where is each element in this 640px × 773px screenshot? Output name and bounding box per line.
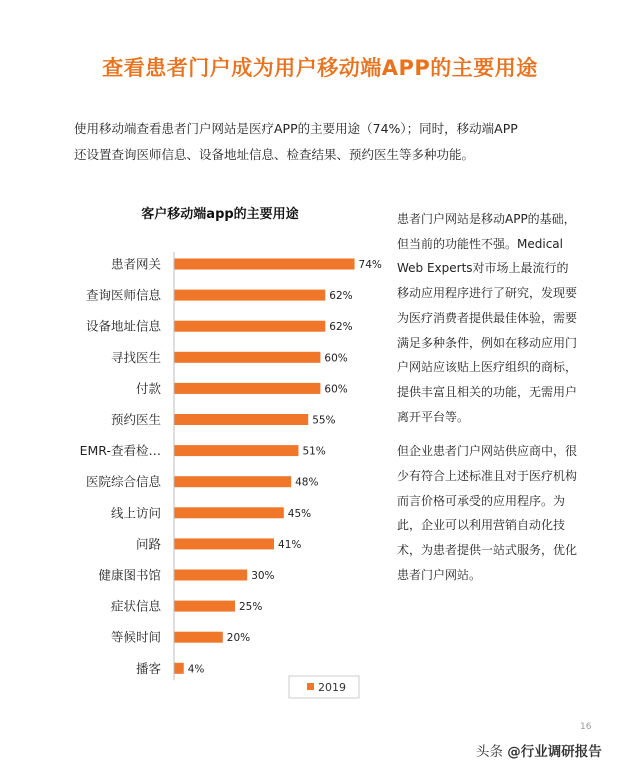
value-label: 48% xyxy=(295,476,319,489)
category-label: 问路 xyxy=(135,536,161,552)
intro-line-2: 还设置查询医师信息、设备地址信息、检查结果、预约医生等多种功能。 xyxy=(74,147,475,162)
bar xyxy=(174,290,325,301)
category-label: 线上访问 xyxy=(110,505,161,521)
value-label: 62% xyxy=(329,290,353,303)
category-label: 等候时间 xyxy=(110,629,161,645)
value-label: 4% xyxy=(187,663,205,676)
bar xyxy=(174,601,235,612)
bar xyxy=(174,663,184,674)
bar xyxy=(174,414,308,425)
page-number: 16 xyxy=(580,722,592,732)
category-label: 患者网关 xyxy=(110,256,161,272)
side-paragraph-1: 患者门户网站是移动APP的基础，但当前的功能性不强。Medical Web Experts对市场上最流行的移动应用程序进行了研究，发现要为医疗消费者提供最佳体验，需要满足多种条件，例如在移动应用门户网站应该贴上医疗组织的商标，提供丰富且相关的功能，无需用户离开平台等。 xyxy=(397,212,578,424)
category-label: 医院综合信息 xyxy=(85,474,161,490)
value-label: 60% xyxy=(324,352,348,365)
value-label: 55% xyxy=(312,414,336,427)
bar xyxy=(174,507,284,518)
value-label: 41% xyxy=(278,538,302,551)
bar xyxy=(174,476,291,487)
category-label: 症状信息 xyxy=(110,598,161,614)
bar xyxy=(174,570,247,581)
page-title: 查看患者门户成为用户移动端APP的主要用途 xyxy=(102,56,538,80)
footer-watermark xyxy=(476,740,602,760)
category-label: 查询医师信息 xyxy=(85,287,161,303)
category-label: 健康图书馆 xyxy=(98,567,161,583)
bar xyxy=(174,259,355,270)
bar xyxy=(174,632,223,643)
value-label: 60% xyxy=(324,383,348,396)
category-label: 设备地址信息 xyxy=(85,318,161,334)
value-label: 30% xyxy=(251,570,275,582)
legend-swatch xyxy=(307,683,314,690)
bar xyxy=(174,321,325,332)
category-label: 寻找医生 xyxy=(110,349,161,365)
footer-handle: @行业调研报告 xyxy=(507,744,602,760)
category-label: EMR-查看检… xyxy=(79,443,161,459)
value-label: 74% xyxy=(358,259,382,271)
side-paragraph-2: 但企业患者门户网站供应商中，很少有符合上述标准且对于医疗机构而言价格可承受的应用程序。为此，企业可以利用营销自动化技术，为患者提供一站式服务，优化患者门户网站。 xyxy=(397,444,578,582)
category-label: 预约医生 xyxy=(110,412,161,427)
side-commentary xyxy=(397,207,577,598)
value-label: 51% xyxy=(302,445,326,458)
chart-title: 客户移动端app的主要用途 xyxy=(141,207,299,222)
value-label: 20% xyxy=(226,632,251,645)
bar xyxy=(174,538,274,549)
bar xyxy=(174,352,320,363)
category-label: 付款 xyxy=(135,380,161,396)
intro-line-1: 使用移动端查看患者门户网站是医疗APP的主要用途（74%）；同时，移动端APP xyxy=(74,121,518,136)
legend-label: 2019 xyxy=(318,681,346,694)
value-label: 62% xyxy=(329,321,353,334)
value-label: 45% xyxy=(287,507,312,520)
bar xyxy=(174,445,298,456)
value-label: 25% xyxy=(239,601,263,614)
footer-prefix: 头条 xyxy=(476,744,503,760)
bar xyxy=(174,383,320,394)
category-label: 播客 xyxy=(135,660,161,676)
